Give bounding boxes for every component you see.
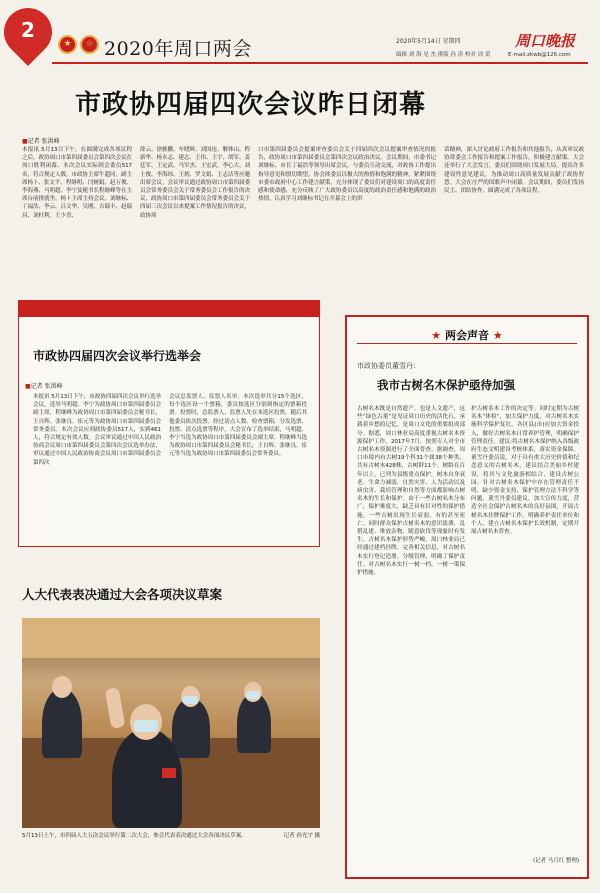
election-byline: ■记者 张洪峰 <box>25 383 63 390</box>
sidebar-box <box>345 315 589 879</box>
election-headline: 市政协四届四次会议举行选举会 <box>33 349 202 363</box>
photo-face-mask <box>134 720 158 732</box>
photo-raised-hand <box>105 687 126 729</box>
main-article-col2: 薛云、徐雅鹏、车晓辉、刘国连、解体山、程新华、杨永志、建志、王伟、王宇、胡军、姜廷军、王定武、马军杰、王宏武、李心大、刘士俊、李海琼、王炳、罗文娟、王志洁等应邀出席会议。会议审议通过政协周口市第四届委员会常务委员会关于常务委员会工作报告的决议，政协周口市第四届委员会常务委员会关于四届三次会议以来提案工作情况报告的决议，政协周 <box>140 147 250 219</box>
sidebar-headline: 我市古树名木保护亟待加强 <box>377 378 515 392</box>
star-icon: ★ <box>492 329 503 342</box>
photo-face-mask <box>246 691 260 699</box>
npc-photo-caption: 5月13日上午，市四届人大五次会议举行第二次大会，参会代表表决通过大会各项决议草案。 记者 孙光宇 摄 <box>22 833 320 839</box>
section-title: 2020年周口两会 <box>104 38 252 60</box>
main-article-col1: 本报讯 5月13日下午，在圆满完成各项议程之后，政协周口市第四届委员会第四次会议在周口胜利闭幕。本次会议实际到会委员517名，符合规定人数。市政协主席牛超同，副主席杨ト、张文平、程继明、闫树娟、赵万俊、李海燕、马明超、李宁及秘书长程继峰等在主席台前排就坐。杨ト主席主持会议。刘继标、丁福浩、李云、吕文华、吴刚、吉瑞丰、赵瑞昌、刘杜利、王少青、 <box>22 147 132 219</box>
main-byline: ■记者 张洪峰 <box>22 138 60 145</box>
election-col1: 本报讯 5月13日下午，市政协四届四次会议举行选举会议，选举马明超、李宁为政协周口市第四届委员会副主席，程继峰为政协周口市第四届委员会秘书长，王自辉、张继良、崔元等为政协周口市第四届委员会常务委员。本次会议应到政协委员517人，实到461人，符合规定有效人数。会议审议通过中国人民政治协商会议周口市第四届委员会第四次会议选举办法，审议通过中国人民政治协商会议周口市第四届委员会第四次 <box>33 394 161 466</box>
main-headline: 市政协四届四次会议昨日闭幕 <box>75 90 427 120</box>
main-article-col3: 口市第四届委员会提案审查委员会关于四届四次会议提案审查情况的报告，政协周口市第四届委员会第四次会议政治决议。会议期间，市委书记刘继标、市长丁福浩等领导出席会议，与委员互动交流，对政协工作提出指导意见和殷切期望。协会体委员以极大的热情和饱满的精神，紧紧围绕市委市政府中心工作建言献策，充分体现了委员们对建设周口的高度责任感和使命感，充分反映了广大政协委员以高度的政治责任感和饱满的政治热情，认真学习刘继标书记在开幕会上的讲 <box>258 147 436 203</box>
star-icon: ★ <box>431 329 442 342</box>
npc-meeting-photo <box>22 618 320 828</box>
sidebar-column-title: ★ 两会声音 ★ <box>431 329 503 342</box>
editor-line: 编辑 刘 海 见 杰 排版 孙 涛 校对 周 蕾 <box>396 52 491 58</box>
photo-delegate <box>237 693 271 753</box>
main-headline-area <box>20 70 585 130</box>
main-article-col4: 话精神，深入讨论政府工作报告和其他报告，从真审议政协常委会工作报告和提案工作报告，积极建言献策。大会还举行了大会发言，委员们围绕周口发展大局，提出许多建设性意见建议，为推动周口高质量发展贡献了政协智慧。大会在庄严的国歌声中闭幕。会议期间，委员们发扬民主、团结协作，圆满完成了各项议程。 <box>444 147 584 195</box>
election-box-top-band <box>19 301 319 317</box>
email-line: E-mail:zkwb@126.com <box>508 52 571 58</box>
election-article-box <box>18 300 320 547</box>
photo-delegate-badge <box>162 768 176 778</box>
sidebar-speaker: 市政协委员董雪丹： <box>357 362 420 370</box>
sidebar-divider <box>357 343 577 344</box>
date-line: 2020年5月14日 星期四 <box>396 38 461 45</box>
npc-headline: 人大代表表决通过大会各项决议草案 <box>22 587 223 602</box>
photo-back-wall <box>22 618 320 658</box>
newspaper-logo: 周口晚报 <box>515 32 576 50</box>
page-number: 2 <box>21 18 35 42</box>
photo-delegate <box>172 698 210 758</box>
sidebar-col1: 古树名木既是自然遗产，也是人文遗产，这些“绿色古董”是见证周口历史的活化石，承载着乡愁的记忆，是周口文化的重要组成部分。据悉，周口林业局高度重视古树名木资源保护工作，2017年7月，按照专人对全市古树名木资源进行了全面普查。据调查，周口市境内有古树19个科31个属38个种类，共有古树木428株，古树群11个。树龄在百年以上，已列为县级重点保护，树木自身衰老、生命力减弱，自然灾害、人为活动以及病虫害、栽培管理和自然等方面都影响古树名木的生长和保护。由于一些古树名木分布广，保护难度大，缺乏具有针对性的保护措施，一些古树出现生长衰弱，有的甚至死亡。同时群众保护古树名木的意识淡薄，乱搭乱建、堆放杂物、随意砍伐等现象时有发生，古树名木保护形势严峻。周口林业局已经通过建档挂牌，完善相关信息，对古树名木实行登记造册、分级管理，明确了保护责任。对古树名木实行一树一档、一树一策保护措施。 <box>357 406 465 577</box>
photo-delegate <box>42 688 82 758</box>
election-col2: 会议总监票人、监票人名单。本次选举共分15个选区，每个选区设一个票箱，委员按选区分别到指定的票箱投票。投票时，总监票人、监票人先在本选区投票，随后其他委员依次投票。经过清点人数、检查票箱、分发选票、投票、清点选票等程序，大会宣布了选举结果，马明超、李宁当选为政协周口市第四届委员会副主席，程继峰当选为政协周口市第四届委员会秘书长，王自辉、张继良、崔元等当选为政协周口市第四届委员会常务委员。 <box>169 394 307 458</box>
photo-main-delegate <box>112 728 182 828</box>
national-emblem-icon: ★ <box>58 35 77 54</box>
photo-face-mask <box>183 696 198 704</box>
header-divider <box>52 62 588 64</box>
sidebar-col2: 护古树名木工作的决定等。同时定期为古树名木“体检”，加大保护力度，对古树名木实施科学保护复壮。各区县(市)应加大资金投入，做好古树名木日常养护管理，明确保护管理责任。建议:将古树名木保护纳入各级政府生态文明建设考核体系，落实资金保障。董雪丹委员说，对于具有重大历史价值和纪念意义的古树名木，建议结合美丽乡村建设，将其与文化旅游相结合，建设古树公园。针对古树名木保护中存在管理责任不明、缺少资金支持、保护管理方法不科学等问题，董雪丹委员建议，加大宣传力度，营造全社会保护古树名木的良好氛围，开展古树名木挂牌保护工作，明确养护责任单位和个人，建立古树名木保护长效机制，定期开展古树名木普查。 <box>471 406 579 536</box>
photo-delegate-face <box>52 676 72 698</box>
cppcc-emblem-icon: ☆ <box>80 35 99 54</box>
sidebar-reporter: (记者 马月红 整理) <box>533 858 579 864</box>
